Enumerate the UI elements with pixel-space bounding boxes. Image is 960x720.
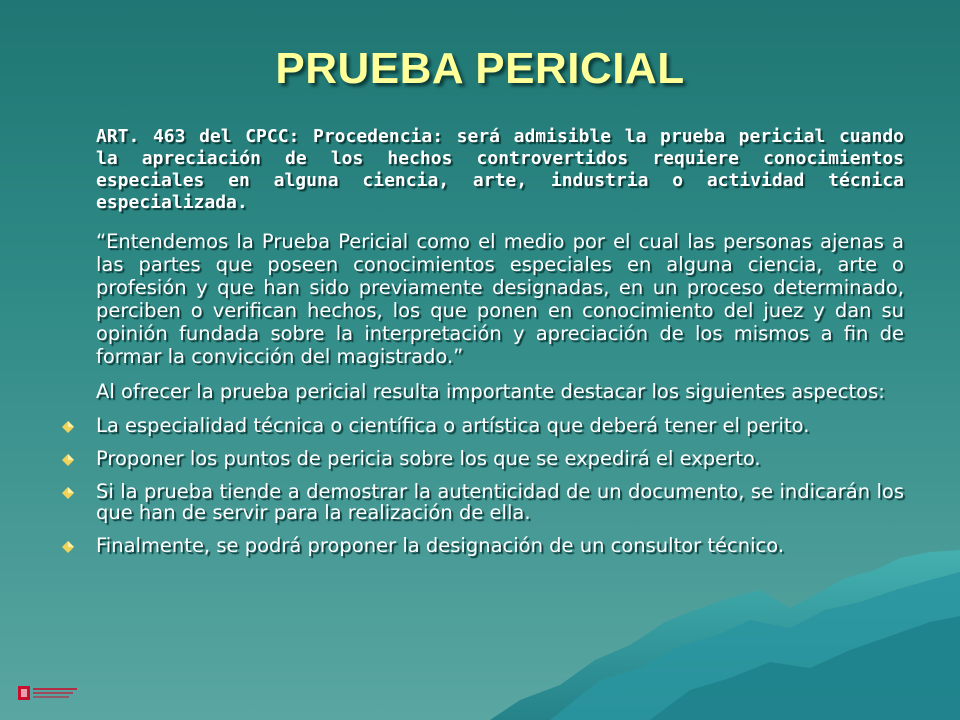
aspects-intro: Al ofrecer la prueba pericial resulta importante destacar los siguientes aspectos: bbox=[96, 380, 885, 403]
article-paragraph: ART. 463 del CPCC: Procedencia: será admisible la prueba pericial cuando la apreciación de los hechos controvertidos requiere conocimientos especiales en alguna ciencia, arte, industria o actividad técnica especializada. bbox=[96, 126, 904, 213]
list-item-text: Proponer los puntos de pericia sobre los que se expedirá el experto. bbox=[96, 447, 761, 470]
list-item bbox=[56, 415, 904, 436]
slide-content bbox=[56, 126, 904, 568]
list-item-text: Si la prueba tiende a demostrar la autenticidad de un documento, se indicarán los que han de servir para la realización de ella. bbox=[96, 480, 904, 524]
list-item bbox=[56, 535, 904, 556]
list-item bbox=[56, 448, 904, 469]
slide-title: PRUEBA PERICIAL bbox=[275, 44, 685, 93]
diamond-bullet-icon bbox=[62, 454, 74, 466]
list-item-text: La especialidad técnica o científica o artística que deberá tener el perito. bbox=[96, 414, 810, 437]
definition-quote: “Entendemos la Prueba Pericial como el medio por el cual las personas ajenas a las partes que poseen conocimientos especiales en alguna ciencia, arte o profesión y que han sido previamente designadas, en un proceso determinado, perciben o verifican hechos, los que ponen en conocimiento del juez y dan su opinión fundada sobre la interpretación y apreciación de los mismos a fin de formar la convicción del magistrado.” bbox=[96, 230, 904, 368]
diamond-bullet-icon bbox=[62, 541, 74, 553]
list-item-text: Finalmente, se podrá proponer la designación de un consultor técnico. bbox=[96, 534, 785, 557]
institution-logo-icon bbox=[18, 684, 82, 702]
aspects-list bbox=[56, 415, 904, 556]
list-item bbox=[56, 481, 904, 523]
diamond-bullet-icon bbox=[62, 421, 74, 433]
mountain-range-graphic bbox=[490, 550, 960, 720]
diamond-bullet-icon bbox=[62, 487, 74, 499]
